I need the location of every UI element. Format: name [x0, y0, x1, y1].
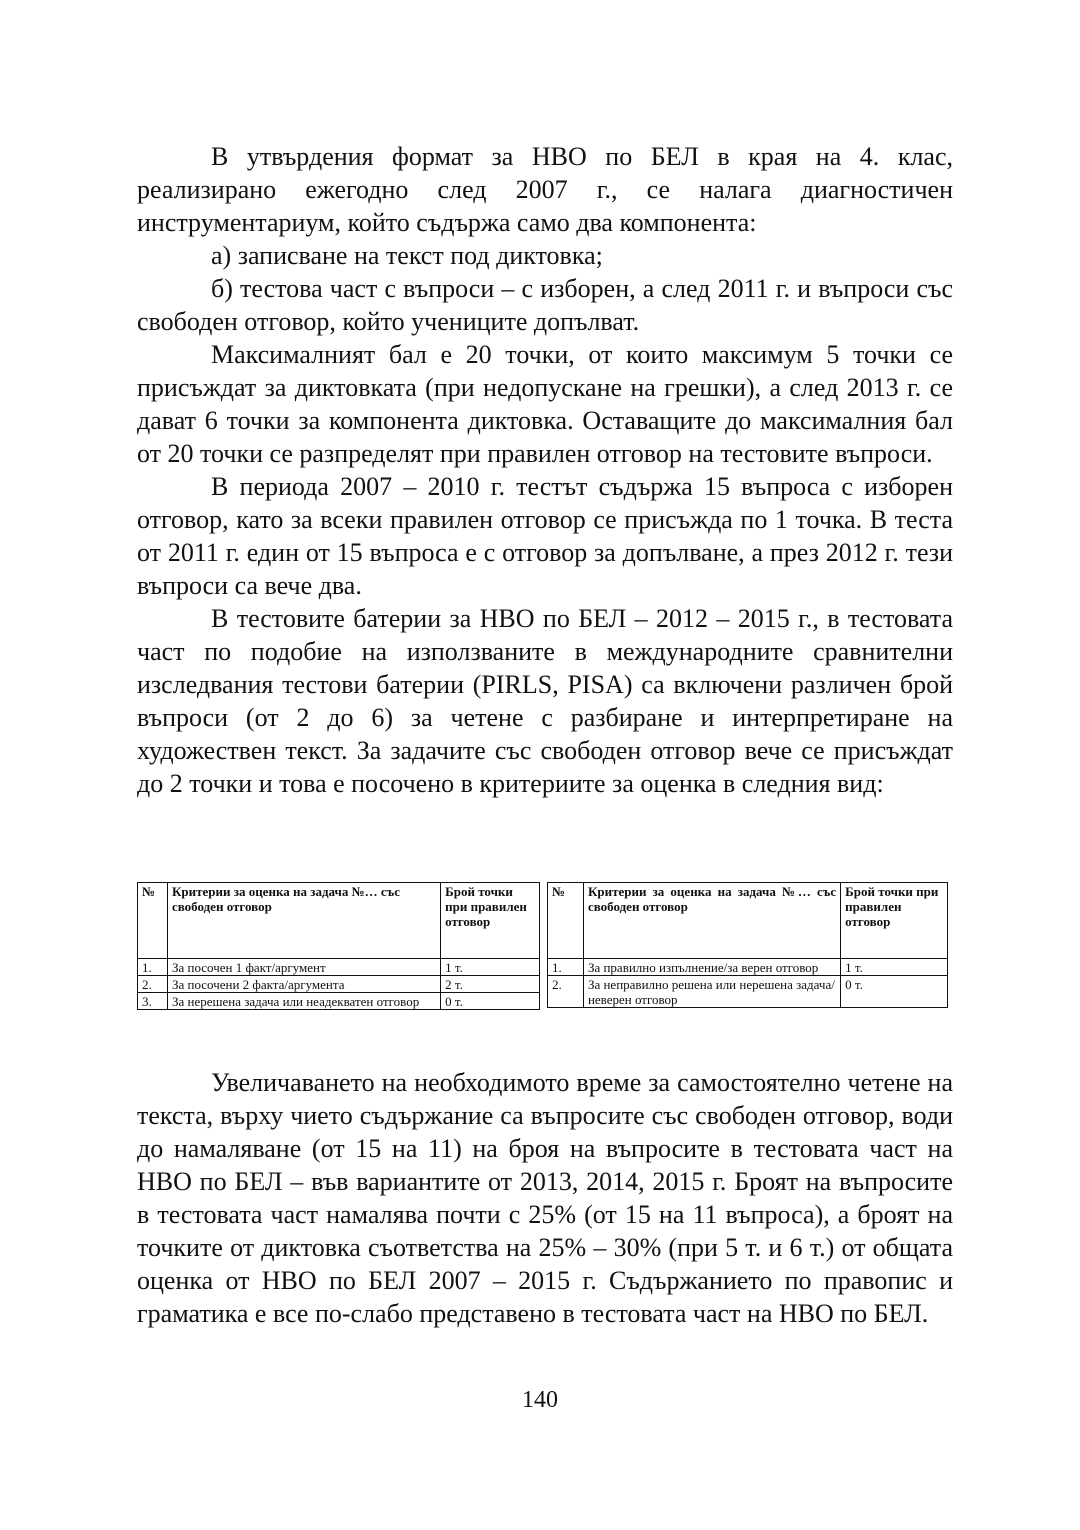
- header-points: Брой точки при правилен отговор: [441, 883, 540, 959]
- row-number: 3.: [138, 993, 168, 1010]
- paragraph-period: В периода 2007 – 2010 г. тестът съдържа 15 въпроса с изборен отговор, като за всеки правилен отговор се присъжда по 1 точка. В теста от 2011 г. един от 15 въпроса е с отговор за допълване, а през 2012 г. тези въпроси са вече два.: [137, 472, 953, 600]
- row-criterion: За посочен 1 факт/аргумент: [167, 959, 440, 976]
- row-number: 1.: [138, 959, 168, 976]
- paragraph-intro: В утвърдения формат за НВО по БЕЛ в края на 4. клас, реализирано ежегодно след 2007 г., се налага диагностичен инструментариум, който съдържа само два компонента:: [137, 142, 953, 237]
- table-row: [138, 959, 540, 976]
- header-number: №: [548, 883, 584, 959]
- paragraph-test-batteries: В тестовите батерии за НВО по БЕЛ – 2012 – 2015 г., в тестовата част по подобие на използваните в международните сравнителни изследвания тестови батерии (PIRLS, PISA) са включени различен брой въпроси (от 2 до 6) за четене с разбиране и интерпретиране на художествен текст. За задачите със свободен отговор вече се присъждат до 2 точки и това е посочено в критериите за оценка в следния вид:: [137, 604, 953, 798]
- row-number: 1.: [548, 959, 584, 976]
- row-criterion: За посочени 2 факта/аргумента: [167, 976, 440, 993]
- list-item-a: а) записване на текст под диктовка;: [211, 241, 603, 270]
- header-criteria: Критерии за оценка на задача №… със свободен отговор: [167, 883, 440, 959]
- row-criterion: За нерешена задача или неадекватен отговор: [167, 993, 440, 1010]
- criteria-table-right: [547, 882, 948, 1008]
- table-header-row: [138, 883, 540, 959]
- lower-text: [137, 1066, 953, 1330]
- row-criterion: За неправилно решена или нерешена задача/неверен отговор: [583, 976, 840, 1008]
- row-criterion: За правилно изпълнение/за верен отговор: [583, 959, 840, 976]
- row-points: 0 т.: [841, 976, 948, 1008]
- header-points: Брой точки при правилен отговор: [841, 883, 948, 959]
- paragraph-conclusion: Увеличаването на необходимото време за самостоятелно четене на текста, върху чието съдържание са въпросите със свободен отговор, води до намаляване (от 15 на 11) на броя на въпросите в тестовата част на НВО по БЕЛ – във вариантите от 2013, 2014, 2015 г. Броят на въпросите в тестовата част намалява почти с 25% (от 15 на 11 въпроса), а броят на точките от диктовка съответства на 25% – 30% (при 5 т. и 6 т.) от общата оценка от НВО по БЕЛ 2007 – 2015 г. Съдържанието по правопис и граматика е все по-слабо представено в тестовата част на НВО по БЕЛ.: [137, 1068, 953, 1328]
- criteria-table-left: [137, 882, 540, 1010]
- row-points: 1 т.: [441, 959, 540, 976]
- table-header-row: [548, 883, 948, 959]
- row-number: 2.: [138, 976, 168, 993]
- table-row: [548, 959, 948, 976]
- criteria-tables: [137, 882, 948, 1035]
- list-item-b: б) тестова част с въпроси – с изборен, а след 2011 г. и въпроси със свободен отговор, който учениците допълват.: [137, 274, 953, 336]
- row-points: 0 т.: [441, 993, 540, 1010]
- header-number: №: [138, 883, 168, 959]
- main-text: [137, 140, 953, 800]
- row-number: 2.: [548, 976, 584, 1008]
- page-number: 140: [522, 1387, 558, 1413]
- row-points: 1 т.: [841, 959, 948, 976]
- paragraph-max-score: Максималният бал е 20 точки, от които максимум 5 точки се присъждат за диктовката (при недопускане на грешки), а след 2013 г. се дават 6 точки за компонента диктовка. Оставащите до максималния бал от 20 точки се разпределят при правилен отговор на тестовите въпроси.: [137, 340, 953, 468]
- table-row: [138, 976, 540, 993]
- table-row: [548, 976, 948, 1008]
- row-points: 2 т.: [441, 976, 540, 993]
- table-row: [138, 993, 540, 1010]
- header-criteria: Критерии за оценка на задача №… със свободен отговор: [583, 883, 840, 959]
